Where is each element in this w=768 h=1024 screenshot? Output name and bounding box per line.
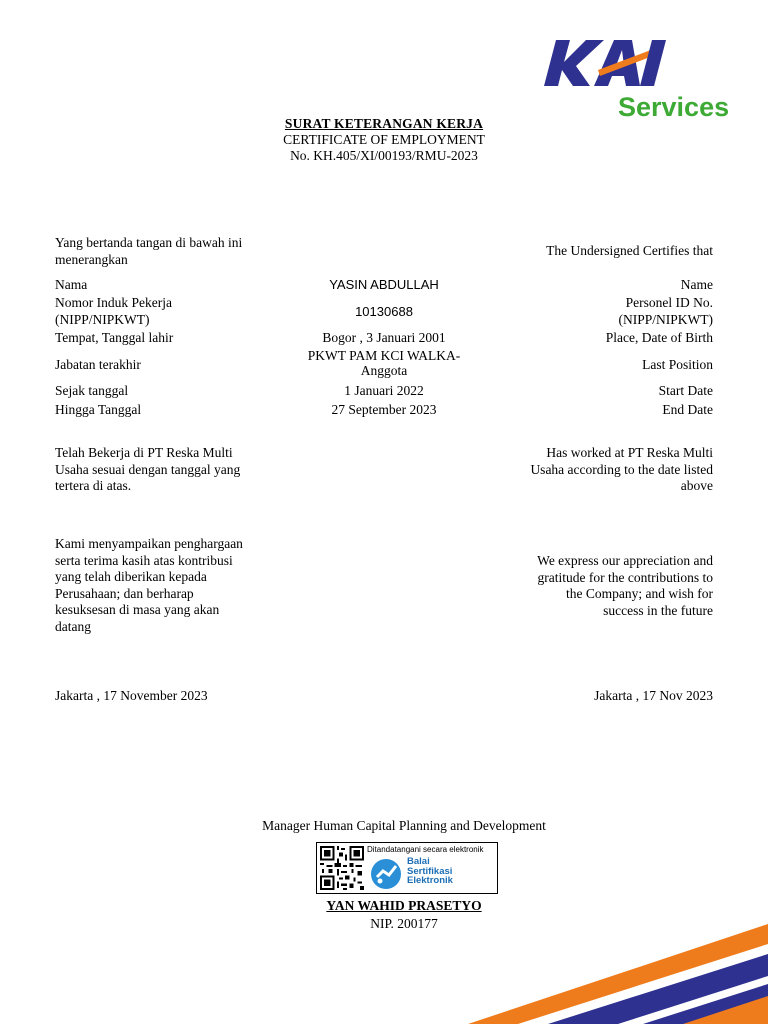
paragraph-line: Has worked at PT Reska Multi (546, 445, 713, 460)
personnel-id-label-en (619, 295, 714, 328)
bsre-line: Elektronik (407, 875, 453, 886)
appreciation-left (55, 536, 243, 635)
signer-nip: NIP. 200177 (370, 916, 438, 931)
position-value-line: Anggota (360, 363, 408, 378)
esign-note: Ditandatangani secara elektronik (367, 845, 484, 854)
paragraph-line: Usaha sesuai dengan tanggal yang (55, 461, 241, 477)
name-value: YASIN ABDULLAH (329, 277, 439, 292)
intro-left-line: Yang bertanda tangan di bawah ini (55, 235, 243, 250)
position-label-id: Jabatan terakhir (55, 357, 141, 372)
end-label-en: End Date (662, 402, 713, 417)
signer-title: Manager Human Capital Planning and Development (262, 818, 546, 833)
paragraph-line: serta terima kasih atas kontribusi (55, 552, 233, 568)
name-label-id: Nama (55, 277, 88, 292)
paragraph-line: kesuksesan di masa yang akan (55, 602, 220, 617)
decorative-stripes (468, 904, 768, 1024)
bsre-text (407, 857, 453, 886)
appreciation-right (537, 553, 713, 619)
electronic-signature-stamp (316, 842, 498, 894)
paragraph-line: tertera di atas. (55, 478, 132, 493)
date-right: Jakarta , 17 Nov 2023 (594, 688, 713, 703)
start-label-id: Sejak tanggal (55, 383, 129, 398)
paragraph-line: Usaha according to the date listed (530, 461, 713, 477)
personnel-id-value: 10130688 (355, 304, 413, 319)
start-label-en: Start Date (658, 383, 713, 398)
worked-right (530, 445, 713, 495)
end-value: 27 September 2023 (331, 402, 437, 417)
position-value-line: PKWT PAM KCI WALKA- (307, 348, 461, 363)
paragraph-line: datang (55, 618, 91, 634)
label-line: (NIPP/NIPKWT) (55, 311, 150, 327)
personnel-id-label-id (55, 295, 172, 328)
intro-right: The Undersigned Certifies that (546, 243, 713, 258)
paragraph-line: Perusahaan; dan berharap (55, 585, 194, 601)
paragraph-line: yang telah diberikan kepada (55, 569, 207, 584)
label-line: Personel ID No. (625, 295, 713, 310)
title-id: SURAT KETERANGAN KERJA (284, 116, 484, 131)
birth-label-en: Place, Date of Birth (605, 330, 713, 345)
kai-logo-mark (544, 40, 666, 86)
document-number: No. KH.405/XI/00193/RMU-2023 (290, 148, 478, 163)
paragraph-line: the Company; and wish for (566, 586, 713, 601)
paragraph-line: We express our appreciation and (537, 553, 713, 568)
qr-code-icon (320, 846, 364, 890)
paragraph-line: Telah Bekerja di PT Reska Multi (55, 445, 233, 460)
label-line: Nomor Induk Pekerja (55, 295, 172, 310)
position-label-en: Last Position (642, 357, 713, 372)
kai-services-logo (536, 38, 736, 122)
date-left: Jakarta , 17 November 2023 (55, 688, 208, 703)
birth-value: Bogor , 3 Januari 2001 (322, 330, 446, 345)
start-value: 1 Januari 2022 (344, 383, 424, 398)
position-value (255, 348, 513, 378)
bsre-line: Sertifikasi (407, 865, 453, 877)
services-text: Services (618, 92, 730, 122)
bsre-line: Balai (407, 856, 430, 867)
paragraph-line: Kami menyampaikan penghargaan (55, 536, 243, 551)
document-header (0, 116, 768, 164)
label-line: (NIPP/NIPKWT) (618, 311, 713, 327)
title-en: CERTIFICATE OF EMPLOYMENT (283, 132, 485, 147)
intro-left (55, 235, 242, 268)
signer-name: YAN WAHID PRASETYO (326, 898, 482, 913)
intro-left-line: menerangkan (55, 251, 128, 267)
worked-left (55, 445, 240, 495)
paragraph-line: above (680, 478, 713, 493)
name-label-en: Name (680, 277, 713, 292)
bsre-logo-icon (369, 857, 403, 891)
birth-label-id: Tempat, Tanggal lahir (55, 330, 174, 345)
paragraph-line: success in the future (603, 602, 713, 618)
paragraph-line: gratitude for the contributions to (537, 569, 713, 585)
end-label-id: Hingga Tanggal (55, 402, 142, 417)
